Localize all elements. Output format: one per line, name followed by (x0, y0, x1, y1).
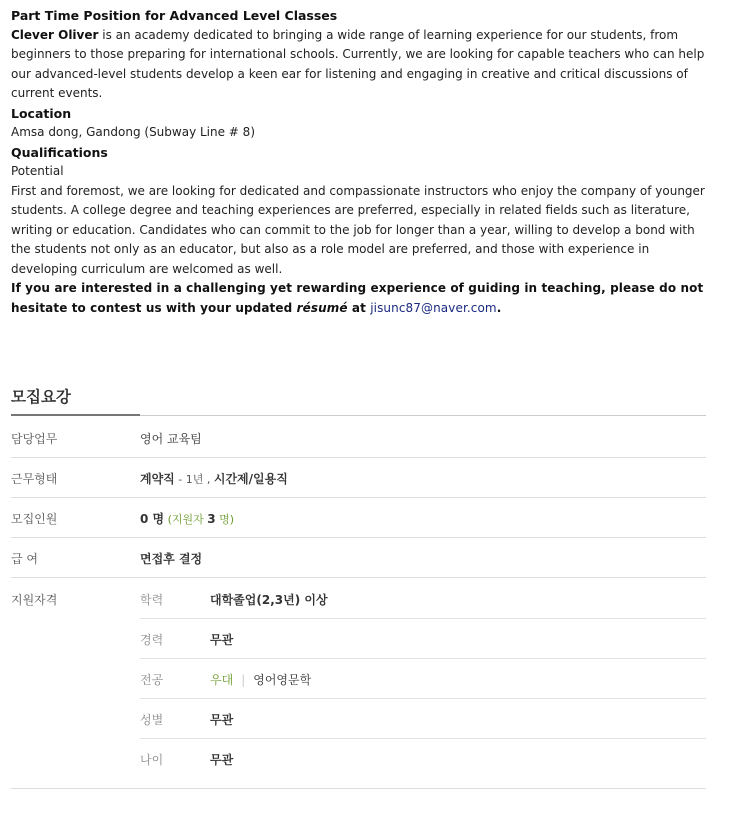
work-type-comma: , (203, 473, 214, 486)
work-type-value (140, 470, 288, 487)
openings-count: 0 명 (140, 512, 165, 526)
major-separator: | (241, 673, 246, 687)
work-type-dash: - (174, 473, 186, 486)
gender-row (140, 698, 706, 739)
gender-label: 성별 (140, 713, 164, 727)
qualifications-heading: Qualifications (11, 144, 108, 160)
age-row (140, 738, 706, 778)
major-label: 전공 (140, 673, 164, 687)
section-divider-accent (11, 414, 140, 416)
salary-value: 면접후 결정 (140, 552, 203, 566)
duty-row (11, 417, 706, 458)
job-heading: Part Time Position for Advanced Level Classes (11, 8, 338, 23)
major-preferred: 우대 (210, 673, 234, 687)
applicants-open: (지원자 (164, 513, 208, 526)
job-description (11, 6, 711, 318)
location-text: Amsa dong, Gandong (Subway Line # 8) (11, 125, 255, 139)
career-value: 무관 (210, 633, 234, 647)
call-to-action (11, 279, 711, 318)
age-value: 무관 (210, 753, 234, 767)
cta-end: . (496, 300, 502, 315)
career-label: 경력 (140, 633, 164, 647)
qualifications-text: First and foremost, we are looking for dedicated and compassionate instructors who enjoy the company of younger students. A college degree and teaching experiences are preferred, especially in related fields such as literature, writing or education. Candidates who can commit to the job for longer than a year, willing to develop a bond with the students not only as an educator, but also as a role model are preferred, and those with experience in developing curriculum are welcomed as well. (11, 183, 705, 276)
company-name: Clever Oliver (11, 27, 99, 42)
major-field: 영어영문학 (253, 673, 312, 687)
parttime-type: 시간제/일용직 (213, 472, 288, 486)
work-type-row (11, 457, 706, 498)
qualification-block (11, 578, 706, 789)
duty-value: 영어 교육팀 (140, 432, 202, 446)
salary-label: 급 여 (11, 552, 38, 566)
work-type-label: 근무형태 (11, 472, 58, 486)
career-row (140, 618, 706, 659)
email-link[interactable]: jisunc87@naver.com (370, 300, 497, 315)
location-heading: Location (11, 105, 72, 121)
company-about: is an academy dedicated to bringing a wide range of learning experience for our students, from beginners to those preparing for international schools. Currently, we are looking for capable teachers who can help our advanced-level students develop a keen ear for listening and engaging in creative and critical discussions of current events. (11, 27, 705, 100)
contract-type: 계약직 (140, 472, 175, 486)
cta-at: at (347, 300, 371, 315)
cta-text: If you are interested in a challenging yet rewarding experience of guiding in teaching, please do not hesitate to contest us with your updated (11, 281, 704, 315)
resume-word: résumé (296, 300, 348, 315)
education-row (140, 578, 706, 619)
potential-text: Potential (11, 164, 64, 178)
contract-period: 1년 (185, 473, 204, 486)
qualification-label: 지원자격 (11, 593, 58, 607)
applicants-count: 3 (207, 512, 216, 526)
major-row (140, 658, 706, 699)
company-intro (11, 26, 711, 104)
applicants-close: 명) (215, 513, 235, 526)
age-label: 나이 (140, 753, 164, 767)
openings-row (11, 497, 706, 538)
openings-label: 모집인원 (11, 512, 58, 526)
openings-value (140, 510, 234, 527)
duty-label: 담당업무 (11, 432, 58, 446)
salary-row (11, 537, 706, 578)
education-label: 학력 (140, 593, 164, 607)
recruit-section-title: 모집요강 (11, 388, 71, 406)
education-value: 대학졸업(2,3년) 이상 (210, 593, 328, 607)
major-value (210, 671, 311, 688)
gender-value: 무관 (210, 713, 234, 727)
section-divider (11, 415, 706, 416)
